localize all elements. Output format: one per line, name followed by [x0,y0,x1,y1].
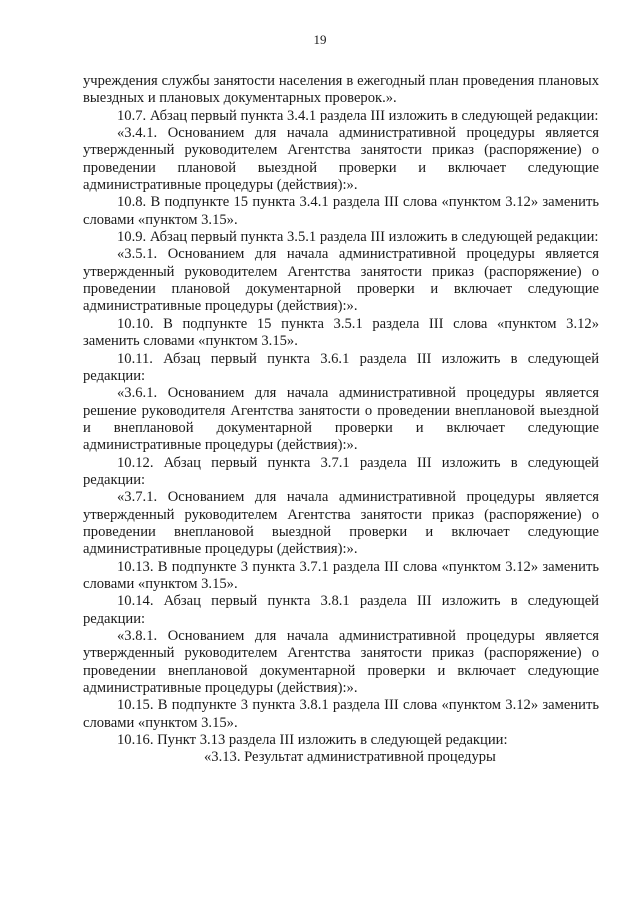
page-number: 19 [313,32,327,47]
paragraph: 10.15. В подпункте 3 пункта 3.8.1 раздела III слова «пунктом 3.12» заменить словами «пунктом 3.15». [83,697,599,731]
paragraph: «3.6.1. Основанием для начала административной процедуры является решение руководителя Агентства занятости о проведении внеплановой выездной и внеплановой документарной проверки и включает следующие административные процедуры (действия):». [83,385,599,454]
document-body [83,73,599,767]
paragraph: 10.14. Абзац первый пункта 3.8.1 раздела III изложить в следующей редакции: [83,593,599,627]
paragraph: «3.4.1. Основанием для начала административной процедуры является утвержденный руководителем Агентства занятости приказ (распоряжение) о проведении плановой выездной проверки и включает следующие административные процедуры (действия):». [83,125,599,194]
paragraph: «3.13. Результат административной процедуры [204,749,496,766]
paragraph: 10.13. В подпункте 3 пункта 3.7.1 раздела III слова «пунктом 3.12» заменить словами «пунктом 3.15». [83,558,599,592]
paragraph: «3.7.1. Основанием для начала административной процедуры является утвержденный руководителем Агентства занятости приказ (распоряжение) о проведении внеплановой выездной проверки и включает следующие административные процедуры (действия):». [83,489,599,558]
paragraph: 10.16. Пункт 3.13 раздела III изложить в следующей редакции: [117,732,508,749]
paragraph: 10.8. В подпункте 15 пункта 3.4.1 раздела III слова «пунктом 3.12» заменить словами «пунктом 3.15». [83,194,599,228]
paragraph: 10.7. Абзац первый пункта 3.4.1 раздела III изложить в следующей редакции: [117,107,599,124]
paragraph: 10.12. Абзац первый пункта 3.7.1 раздела III изложить в следующей редакции: [83,454,599,488]
paragraph: 10.10. В подпункте 15 пункта 3.5.1 раздела III слова «пунктом 3.12» заменить словами «пунктом 3.15». [83,315,599,350]
paragraph: 10.9. Абзац первый пункта 3.5.1 раздела III изложить в следующей редакции: [117,229,599,246]
paragraph: «3.8.1. Основанием для начала административной процедуры является утвержденный руководителем Агентства занятости приказ (распоряжение) о проведении внеплановой документарной проверки и включает следующие административные процедуры (действия):». [83,628,599,697]
paragraph: 10.11. Абзац первый пункта 3.6.1 раздела III изложить в следующей редакции: [83,350,599,384]
paragraph: «3.5.1. Основанием для начала административной процедуры является утвержденный руководителем Агентства занятости приказ (распоряжение) о проведении плановой документарной проверки и включает следующие административные процедуры (действия):». [83,246,599,315]
paragraph: учреждения службы занятости населения в ежегодный план проведения плановых выездных и плановых документарных проверок.». [83,73,599,107]
